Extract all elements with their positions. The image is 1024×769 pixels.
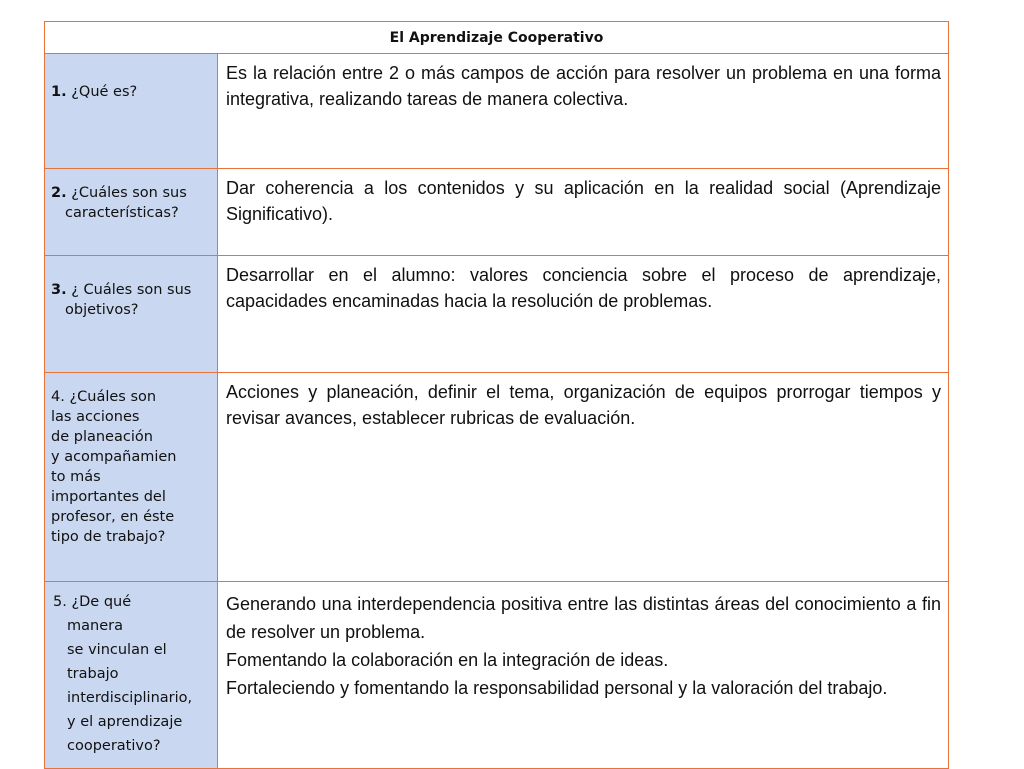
answer-text: Fortaleciendo y fomentando la responsabilidad personal y la valoración del trabajo. xyxy=(226,678,888,698)
question-text: ¿Qué es? xyxy=(66,84,138,100)
question-text: 4. ¿Cuáles son xyxy=(51,389,157,405)
question-text: tipo de trabajo? xyxy=(51,529,166,545)
answer-cell xyxy=(218,582,949,769)
answer-text: Dar coherencia a los contenidos y su aplicación en la realidad social (Aprendizaje Significativo). xyxy=(226,178,942,224)
question-text: cooperativo? xyxy=(67,738,161,754)
question-cell xyxy=(45,582,218,769)
table-row xyxy=(45,373,949,582)
question-text: trabajo xyxy=(67,666,119,682)
question-number: 2. xyxy=(51,185,67,201)
question-number: 3. xyxy=(51,282,67,298)
question-text: importantes del xyxy=(51,489,166,505)
answer-text: Es la relación entre 2 o más campos de acción para resolver un problema en una forma integrativa, realizando tareas de manera colectiva. xyxy=(226,63,942,109)
question-text: y el aprendizaje xyxy=(67,714,183,730)
cooperative-learning-table xyxy=(44,21,949,769)
table-row xyxy=(45,582,949,769)
table-title: El Aprendizaje Cooperativo xyxy=(45,22,949,54)
answer-text: Desarrollar en el alumno: valores conciencia sobre el proceso de aprendizaje, capacidades encaminadas hacia la resolución de problemas. xyxy=(226,265,942,311)
question-text: ¿Cuáles son sus xyxy=(66,185,187,201)
question-cell xyxy=(45,373,218,582)
question-cell xyxy=(45,169,218,256)
answer-text: Acciones y planeación, definir el tema, organización de equipos prorrogar tiempos y revisar avances, establecer rubricas de evaluación. xyxy=(226,382,942,428)
answer-cell xyxy=(218,256,949,373)
question-text: se vinculan el xyxy=(67,642,167,658)
answer-text: Fomentando la colaboración en la integración de ideas. xyxy=(226,650,669,670)
question-number: 1. xyxy=(51,84,67,100)
table-row xyxy=(45,256,949,373)
question-cell xyxy=(45,256,218,373)
question-text: las acciones xyxy=(51,409,140,425)
question-text: to más xyxy=(51,469,101,485)
question-text: manera xyxy=(67,618,123,634)
question-text: 5. ¿De qué xyxy=(53,594,132,610)
question-text: características? xyxy=(65,205,179,221)
question-text: de planeación xyxy=(51,429,153,445)
question-text: ¿ Cuáles son sus xyxy=(66,282,192,298)
answer-cell xyxy=(218,54,949,169)
question-text: y acompañamien xyxy=(51,449,177,465)
question-text: objetivos? xyxy=(65,302,139,318)
question-text: interdisciplinario, xyxy=(67,690,193,706)
answer-cell xyxy=(218,169,949,256)
question-cell xyxy=(45,54,218,169)
answer-cell xyxy=(218,373,949,582)
table-row xyxy=(45,54,949,169)
question-text: profesor, en éste xyxy=(51,509,175,525)
table-row xyxy=(45,169,949,256)
answer-text: Generando una interdependencia positiva entre las distintas áreas del conocimiento a fin de resolver un problema. xyxy=(226,594,942,642)
